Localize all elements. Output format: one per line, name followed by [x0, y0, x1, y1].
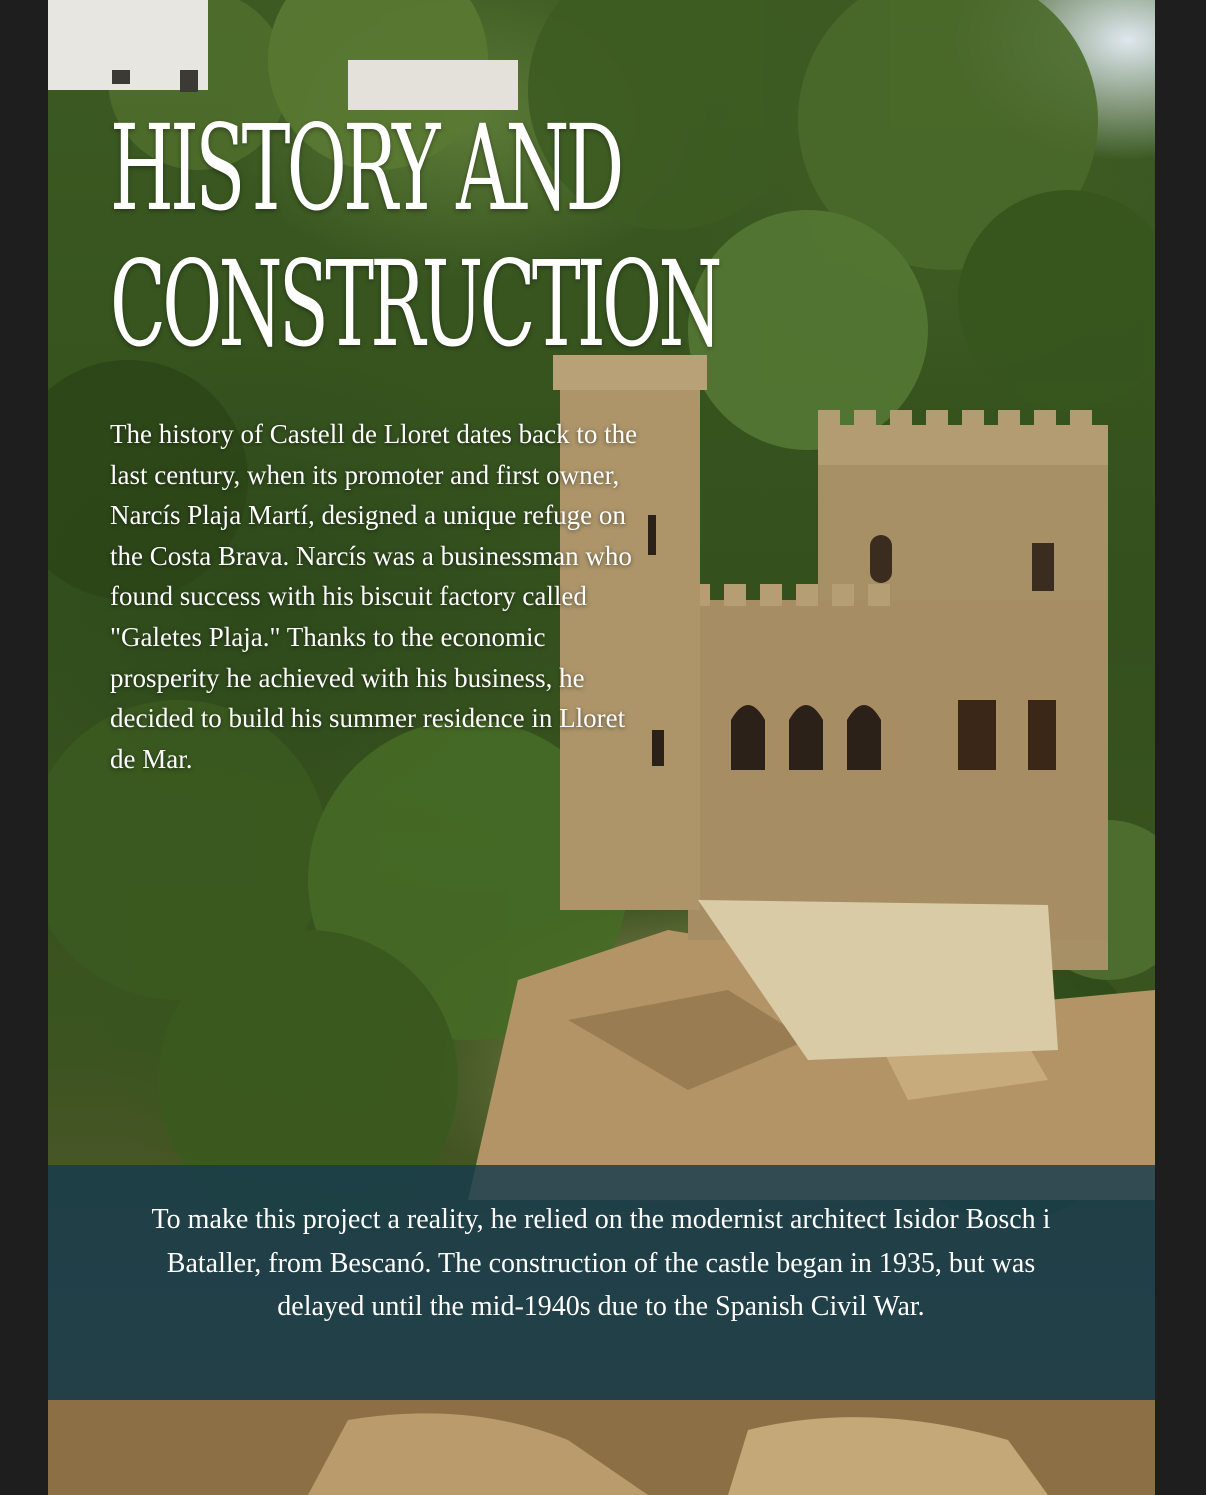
intro-paragraph: The history of Castell de Lloret dates back to the last century, when its promoter and first owner, Narcís Plaja Martí, designed a unique refuge on the Costa Brava. Narcís was a businessman who found success with his biscuit factory called "Galetes Plaja." Thanks to the economic prosperity he achieved with his business, he decided to build his summer residence in Lloret de Mar.	[110, 419, 638, 774]
left-frame	[0, 0, 48, 1495]
castle-photo	[48, 0, 1155, 1495]
right-frame	[1155, 0, 1206, 1495]
banner-paragraph: To make this project a reality, he relied on the modernist architect Isidor Bosch i Bataller, from Bescanó. The construction of the castle began in 1935, but was delayed until the mid-1940s due to the Spanish Civil War.	[151, 1204, 1051, 1322]
title-line-1: HISTORY AND	[110, 99, 621, 237]
title-line-2: CONSTRUCTION	[110, 235, 719, 373]
page-title	[110, 100, 719, 372]
info-banner	[48, 1165, 1155, 1400]
